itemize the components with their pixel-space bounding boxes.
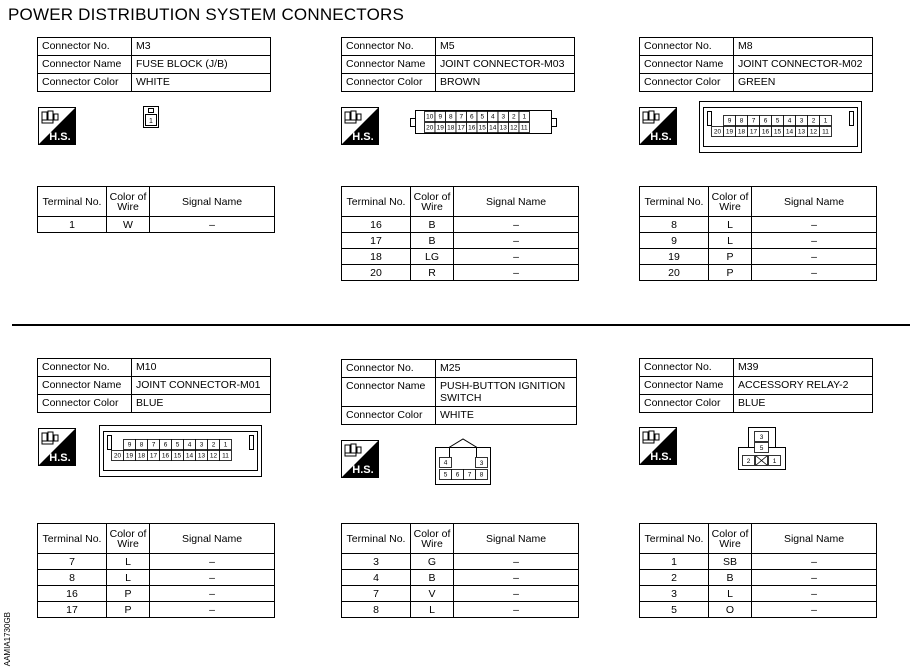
harness-side-icon [38, 107, 76, 145]
pin-label: 20 [426, 124, 434, 132]
pin-label: 1 [522, 113, 527, 121]
terminal-no: 7 [38, 554, 107, 570]
connector-color-label: Connector Color [640, 74, 734, 92]
signal-name: – [150, 602, 275, 618]
table-row [342, 602, 579, 618]
connector-color-value: BLUE [734, 395, 873, 413]
table-row [640, 217, 877, 233]
wire-color-header: Color of Wire [107, 524, 150, 554]
terminal-no: 1 [640, 554, 709, 570]
pin-label: 5 [443, 471, 448, 479]
terminal-no: 16 [342, 217, 411, 233]
connector-no-label: Connector No. [640, 359, 734, 377]
terminal-table [37, 186, 275, 233]
pin-label: 13 [797, 128, 806, 136]
pin-label: 15 [773, 128, 782, 136]
terminal-no: 20 [342, 265, 411, 281]
wire-color: B [411, 570, 454, 586]
pin-label: 2 [511, 113, 516, 121]
connector-color-label: Connector Color [342, 407, 436, 425]
terminal-table [341, 186, 579, 281]
page-title: POWER DISTRIBUTION SYSTEM CONNECTORS [8, 5, 405, 24]
terminal-table [37, 523, 275, 618]
pin-label: 3 [759, 434, 764, 441]
pin-label: 18 [737, 128, 746, 136]
pin-label: 10 [426, 113, 434, 121]
wire-color: G [411, 554, 454, 570]
wire-color: P [107, 602, 150, 618]
wire-color: L [107, 570, 150, 586]
signal-name: – [150, 586, 275, 602]
connector-info-table [639, 358, 873, 413]
signal-name-header: Signal Name [150, 524, 275, 554]
pin-label: 3 [799, 117, 804, 125]
signal-name: – [150, 217, 275, 233]
pin-label: 16 [468, 124, 476, 132]
pin-label: 4 [187, 441, 192, 449]
wire-color-header: Color of Wire [709, 187, 752, 217]
pin-label: 11 [520, 124, 528, 132]
pin-label: 4 [787, 117, 792, 125]
connector-name-value: ACCESSORY RELAY-2 [734, 377, 873, 395]
pin-label: 7 [467, 471, 472, 479]
pin-label: 3 [501, 113, 506, 121]
table-row [38, 217, 275, 233]
table-row [38, 570, 275, 586]
connector-no-value: M39 [734, 359, 873, 377]
table-row [342, 570, 579, 586]
pin-label: 3 [199, 441, 204, 449]
pin-label: 4 [443, 459, 448, 467]
pin-label: 12 [809, 128, 818, 136]
connector-m3-face [143, 106, 159, 128]
terminal-no: 9 [640, 233, 709, 249]
wire-color: P [107, 586, 150, 602]
connector-no-value: M5 [436, 38, 575, 56]
pin-label: 1 [823, 117, 828, 125]
wire-color: B [411, 233, 454, 249]
connector-color-value: BLUE [132, 395, 271, 413]
hs-label: H.S. [352, 131, 374, 143]
connector-m10-face [99, 425, 262, 477]
terminal-no: 2 [640, 570, 709, 586]
pin-label: 15 [478, 124, 486, 132]
signal-name: – [150, 570, 275, 586]
terminal-table [639, 186, 877, 281]
terminal-no-header: Terminal No. [342, 187, 411, 217]
pin-label: 16 [161, 452, 170, 460]
connector-name-label: Connector Name [342, 378, 436, 407]
pin-label: 20 [713, 128, 722, 136]
table-row [640, 602, 877, 618]
pin-label: 5 [775, 117, 780, 125]
table-row [342, 265, 579, 281]
connector-color-value: GREEN [734, 74, 873, 92]
table-row [38, 586, 275, 602]
terminal-no: 17 [342, 233, 411, 249]
wire-color: B [411, 217, 454, 233]
signal-name: – [150, 554, 275, 570]
connector-name-label: Connector Name [38, 56, 132, 74]
terminal-no: 20 [640, 265, 709, 281]
table-row [640, 554, 877, 570]
pin-label: 12 [209, 452, 218, 460]
connector-info-table [639, 37, 873, 92]
terminal-no: 5 [640, 602, 709, 618]
pin-label: 11 [822, 128, 829, 136]
pin-label: 17 [149, 452, 158, 460]
pin-label: 7 [751, 117, 756, 125]
connector-no-label: Connector No. [342, 360, 436, 378]
pin-label: 17 [457, 124, 465, 132]
connector-no-value: M8 [734, 38, 873, 56]
wire-color: P [709, 265, 752, 281]
hs-label: H.S. [650, 131, 672, 143]
table-row [640, 586, 877, 602]
pin-label: 3 [479, 460, 484, 467]
connector-m25-face [435, 437, 491, 485]
wire-color-header: Color of Wire [709, 524, 752, 554]
signal-name: – [454, 217, 579, 233]
pin-label: 1 [223, 441, 228, 449]
signal-name-header: Signal Name [752, 524, 877, 554]
terminal-no: 8 [342, 602, 411, 618]
pin-label: 15 [173, 452, 182, 460]
terminal-no-header: Terminal No. [342, 524, 411, 554]
section-divider [12, 324, 910, 326]
table-row [640, 249, 877, 265]
signal-name: – [454, 570, 579, 586]
terminal-no: 8 [38, 570, 107, 586]
connector-no-value: M25 [436, 360, 577, 378]
wire-color: P [709, 249, 752, 265]
signal-name: – [454, 554, 579, 570]
signal-name: – [454, 602, 579, 618]
signal-name: – [752, 602, 877, 618]
connector-m8-face [699, 101, 862, 156]
pin-label: 14 [489, 124, 497, 132]
harness-side-icon [38, 428, 76, 466]
pin-label: 2 [746, 458, 751, 465]
pin-label: 13 [197, 452, 206, 460]
pin-label: 9 [438, 113, 443, 121]
pin-label: 19 [436, 124, 444, 132]
terminal-no-header: Terminal No. [38, 187, 107, 217]
terminal-table [639, 523, 877, 618]
signal-name: – [752, 265, 877, 281]
hs-label: H.S. [352, 464, 374, 476]
terminal-no: 3 [342, 554, 411, 570]
diagram-code: AAMIA1730GB [3, 612, 12, 667]
wire-color: L [709, 233, 752, 249]
wire-color: L [709, 217, 752, 233]
harness-side-icon [341, 440, 379, 478]
pin-label: 9 [727, 117, 732, 125]
pin-label: 6 [455, 471, 460, 479]
connector-name-value: JOINT CONNECTOR-M01 [132, 377, 271, 395]
connector-no-label: Connector No. [38, 359, 132, 377]
wire-color: O [709, 602, 752, 618]
connector-color-label: Connector Color [38, 395, 132, 413]
connector-name-value: PUSH-BUTTON IGNITION SWITCH [436, 378, 577, 407]
harness-side-icon [341, 107, 379, 145]
table-row [640, 233, 877, 249]
signal-name-header: Signal Name [150, 187, 275, 217]
pin-label: 5 [480, 113, 485, 121]
hs-label: H.S. [49, 452, 71, 464]
wire-color: L [411, 602, 454, 618]
pin-label: 4 [490, 113, 495, 121]
pin-label: 1 [772, 458, 777, 465]
wire-color-header: Color of Wire [411, 187, 454, 217]
connector-name-label: Connector Name [640, 56, 734, 74]
terminal-no-header: Terminal No. [38, 524, 107, 554]
connector-color-value: WHITE [132, 74, 271, 92]
terminal-no: 19 [640, 249, 709, 265]
wire-color: B [709, 570, 752, 586]
hs-label: H.S. [49, 131, 71, 143]
wire-color-header: Color of Wire [411, 524, 454, 554]
pin-label: 11 [222, 452, 229, 460]
connector-info-table [37, 37, 271, 92]
pin-label: 8 [479, 471, 484, 479]
connector-info-table [37, 358, 271, 413]
table-row [342, 233, 579, 249]
pin-label: 14 [185, 452, 194, 460]
table-row [342, 554, 579, 570]
connector-color-value: WHITE [436, 407, 577, 425]
pin-label: 17 [749, 128, 758, 136]
pin-label: 18 [447, 124, 455, 132]
terminal-no: 8 [640, 217, 709, 233]
table-row [640, 265, 877, 281]
table-row [342, 217, 579, 233]
signal-name: – [454, 586, 579, 602]
connector-no-label: Connector No. [38, 38, 132, 56]
table-row [342, 586, 579, 602]
pin-label: 20 [113, 452, 122, 460]
connector-no-label: Connector No. [342, 38, 436, 56]
signal-name: – [752, 570, 877, 586]
signal-name: – [752, 249, 877, 265]
pin-label: 14 [785, 128, 794, 136]
pin-label: 12 [510, 124, 518, 132]
connector-m39-face [738, 425, 786, 473]
pin-label: 8 [448, 113, 453, 121]
terminal-no: 3 [640, 586, 709, 602]
pin-label: 13 [499, 124, 507, 132]
terminal-no: 16 [38, 586, 107, 602]
terminal-no: 17 [38, 602, 107, 618]
wire-color: L [107, 554, 150, 570]
pin-label: 7 [151, 441, 156, 449]
terminal-no: 18 [342, 249, 411, 265]
signal-name: – [454, 265, 579, 281]
connector-color-label: Connector Color [342, 74, 436, 92]
pin-label: 19 [725, 128, 734, 136]
terminal-no: 7 [342, 586, 411, 602]
table-row [38, 554, 275, 570]
connector-no-label: Connector No. [640, 38, 734, 56]
terminal-table [341, 523, 579, 618]
pin-label: 8 [739, 117, 744, 125]
pin-label: 1 [149, 118, 153, 125]
terminal-no: 1 [38, 217, 107, 233]
connector-info-table [341, 359, 577, 425]
connector-color-value: BROWN [436, 74, 575, 92]
wire-color: LG [411, 249, 454, 265]
signal-name: – [752, 217, 877, 233]
terminal-no-header: Terminal No. [640, 187, 709, 217]
wire-color-header: Color of Wire [107, 187, 150, 217]
signal-name-header: Signal Name [454, 187, 579, 217]
table-row [342, 249, 579, 265]
signal-name: – [752, 554, 877, 570]
table-row [38, 602, 275, 618]
table-row [640, 570, 877, 586]
connector-color-label: Connector Color [640, 395, 734, 413]
wire-color: L [709, 586, 752, 602]
hs-label: H.S. [650, 451, 672, 463]
connector-name-value: JOINT CONNECTOR-M02 [734, 56, 873, 74]
pin-label: 2 [811, 117, 816, 125]
pin-label: 2 [211, 441, 216, 449]
wire-color: W [107, 217, 150, 233]
pin-label: 6 [163, 441, 168, 449]
connector-name-label: Connector Name [342, 56, 436, 74]
connector-info-table [341, 37, 575, 92]
connector-color-label: Connector Color [38, 74, 132, 92]
wire-color: V [411, 586, 454, 602]
pin-label: 18 [137, 452, 146, 460]
signal-name: – [752, 233, 877, 249]
connector-name-value: FUSE BLOCK (J/B) [132, 56, 271, 74]
terminal-no: 4 [342, 570, 411, 586]
harness-side-icon [639, 107, 677, 145]
connector-m5-face [410, 108, 558, 136]
signal-name: – [752, 586, 877, 602]
connector-name-label: Connector Name [38, 377, 132, 395]
pin-label: 6 [469, 113, 474, 121]
pin-label: 9 [127, 441, 132, 449]
connector-no-value: M3 [132, 38, 271, 56]
pin-label: 7 [459, 113, 464, 121]
signal-name: – [454, 249, 579, 265]
pin-label: 16 [761, 128, 770, 136]
signal-name: – [454, 233, 579, 249]
pin-label: 19 [125, 452, 134, 460]
harness-side-icon [639, 427, 677, 465]
pin-label: 5 [759, 445, 764, 452]
pin-label: 8 [139, 441, 144, 449]
connector-name-label: Connector Name [640, 377, 734, 395]
signal-name-header: Signal Name [454, 524, 579, 554]
signal-name-header: Signal Name [752, 187, 877, 217]
wire-color: R [411, 265, 454, 281]
connector-no-value: M10 [132, 359, 271, 377]
pin-label: 5 [175, 441, 180, 449]
connector-name-value: JOINT CONNECTOR-M03 [436, 56, 575, 74]
wire-color: SB [709, 554, 752, 570]
terminal-no-header: Terminal No. [640, 524, 709, 554]
pin-label: 6 [763, 117, 768, 125]
